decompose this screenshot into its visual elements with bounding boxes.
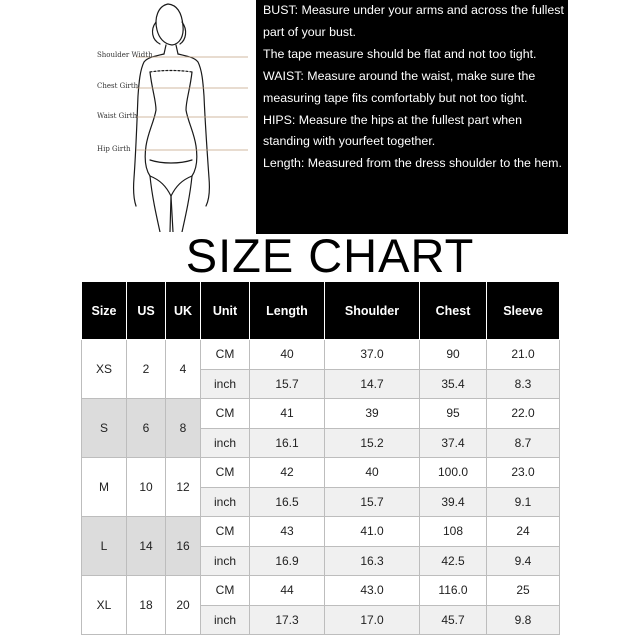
instruction-waist: WAIST: Measure around the waist, make sure the measuring tape fits comfortably but not too tight. bbox=[263, 68, 536, 105]
length-cell: 17.3 bbox=[250, 605, 325, 635]
table-row bbox=[82, 517, 560, 547]
header-shoulder: Shoulder bbox=[325, 282, 420, 340]
header-unit: Unit bbox=[201, 282, 250, 340]
header-sleeve: Sleeve bbox=[487, 282, 560, 340]
hip-girth-label: Hip Girth bbox=[97, 145, 131, 153]
shoulder-cell: 37.0 bbox=[325, 340, 420, 370]
sleeve-cell: 8.7 bbox=[487, 428, 560, 458]
header-uk: UK bbox=[166, 282, 201, 340]
sleeve-cell: 23.0 bbox=[487, 458, 560, 488]
uk-size-cell: 12 bbox=[166, 458, 201, 517]
chest-cell: 116.0 bbox=[420, 576, 487, 606]
shoulder-cell: 43.0 bbox=[325, 576, 420, 606]
table-row bbox=[82, 458, 560, 488]
shoulder-cell: 41.0 bbox=[325, 517, 420, 547]
shoulder-cell: 39 bbox=[325, 399, 420, 429]
shoulder-cell: 16.3 bbox=[325, 546, 420, 576]
sleeve-cell: 9.4 bbox=[487, 546, 560, 576]
shoulder-cell: 15.7 bbox=[325, 487, 420, 517]
header-us: US bbox=[127, 282, 166, 340]
shoulder-cell: 15.2 bbox=[325, 428, 420, 458]
unit-cell: CM bbox=[201, 458, 250, 488]
sleeve-cell: 8.3 bbox=[487, 369, 560, 399]
length-cell: 42 bbox=[250, 458, 325, 488]
uk-size-cell: 8 bbox=[166, 399, 201, 458]
table-header-row bbox=[82, 282, 560, 340]
size-cell: L bbox=[82, 517, 127, 576]
chest-cell: 35.4 bbox=[420, 369, 487, 399]
length-cell: 41 bbox=[250, 399, 325, 429]
sleeve-cell: 21.0 bbox=[487, 340, 560, 370]
chest-cell: 108 bbox=[420, 517, 487, 547]
sleeve-cell: 24 bbox=[487, 517, 560, 547]
unit-cell: CM bbox=[201, 340, 250, 370]
shoulder-cell: 14.7 bbox=[325, 369, 420, 399]
unit-cell: CM bbox=[201, 517, 250, 547]
chest-cell: 39.4 bbox=[420, 487, 487, 517]
shoulder-cell: 17.0 bbox=[325, 605, 420, 635]
unit-cell: inch bbox=[201, 369, 250, 399]
us-size-cell: 14 bbox=[127, 517, 166, 576]
chest-cell: 45.7 bbox=[420, 605, 487, 635]
length-cell: 43 bbox=[250, 517, 325, 547]
unit-cell: CM bbox=[201, 399, 250, 429]
uk-size-cell: 20 bbox=[166, 576, 201, 635]
body-measurement-figure bbox=[90, 0, 255, 232]
instruction-tape: The tape measure should be flat and not too tight. bbox=[263, 46, 537, 61]
chest-cell: 95 bbox=[420, 399, 487, 429]
length-cell: 40 bbox=[250, 340, 325, 370]
unit-cell: CM bbox=[201, 576, 250, 606]
length-cell: 16.5 bbox=[250, 487, 325, 517]
instruction-length: Length: Measured from the dress shoulder to the hem. bbox=[263, 156, 562, 171]
measurement-instructions-panel bbox=[256, 0, 568, 234]
size-cell: M bbox=[82, 458, 127, 517]
instruction-hips: HIPS: Measure the hips at the fullest part when standing with yourfeet together. bbox=[263, 112, 522, 149]
size-cell: XL bbox=[82, 576, 127, 635]
page-title: SIZE CHART bbox=[185, 229, 475, 282]
waist-girth-label: Waist Girth bbox=[97, 112, 138, 120]
us-size-cell: 6 bbox=[127, 399, 166, 458]
size-cell: S bbox=[82, 399, 127, 458]
table-row bbox=[82, 340, 560, 370]
uk-size-cell: 16 bbox=[166, 517, 201, 576]
chest-cell: 42.5 bbox=[420, 546, 487, 576]
unit-cell: inch bbox=[201, 428, 250, 458]
unit-cell: inch bbox=[201, 546, 250, 576]
size-chart-table bbox=[81, 281, 560, 635]
chest-cell: 37.4 bbox=[420, 428, 487, 458]
unit-cell: inch bbox=[201, 605, 250, 635]
uk-size-cell: 4 bbox=[166, 340, 201, 399]
sleeve-cell: 25 bbox=[487, 576, 560, 606]
size-cell: XS bbox=[82, 340, 127, 399]
shoulder-cell: 40 bbox=[325, 458, 420, 488]
table-row bbox=[82, 399, 560, 429]
sleeve-cell: 9.8 bbox=[487, 605, 560, 635]
length-cell: 15.7 bbox=[250, 369, 325, 399]
chest-cell: 90 bbox=[420, 340, 487, 370]
chest-cell: 100.0 bbox=[420, 458, 487, 488]
us-size-cell: 2 bbox=[127, 340, 166, 399]
us-size-cell: 10 bbox=[127, 458, 166, 517]
length-cell: 16.1 bbox=[250, 428, 325, 458]
length-cell: 44 bbox=[250, 576, 325, 606]
header-length: Length bbox=[250, 282, 325, 340]
sleeve-cell: 9.1 bbox=[487, 487, 560, 517]
header-size: Size bbox=[82, 282, 127, 340]
length-cell: 16.9 bbox=[250, 546, 325, 576]
us-size-cell: 18 bbox=[127, 576, 166, 635]
instruction-bust: BUST: Measure under your arms and across the fullest part of your bust. bbox=[263, 3, 564, 39]
unit-cell: inch bbox=[201, 487, 250, 517]
sleeve-cell: 22.0 bbox=[487, 399, 560, 429]
shoulder-width-label: Shoulder Width bbox=[97, 51, 153, 59]
chest-girth-label: Chest Girth bbox=[97, 82, 139, 90]
header-chest: Chest bbox=[420, 282, 487, 340]
table-row bbox=[82, 576, 560, 606]
